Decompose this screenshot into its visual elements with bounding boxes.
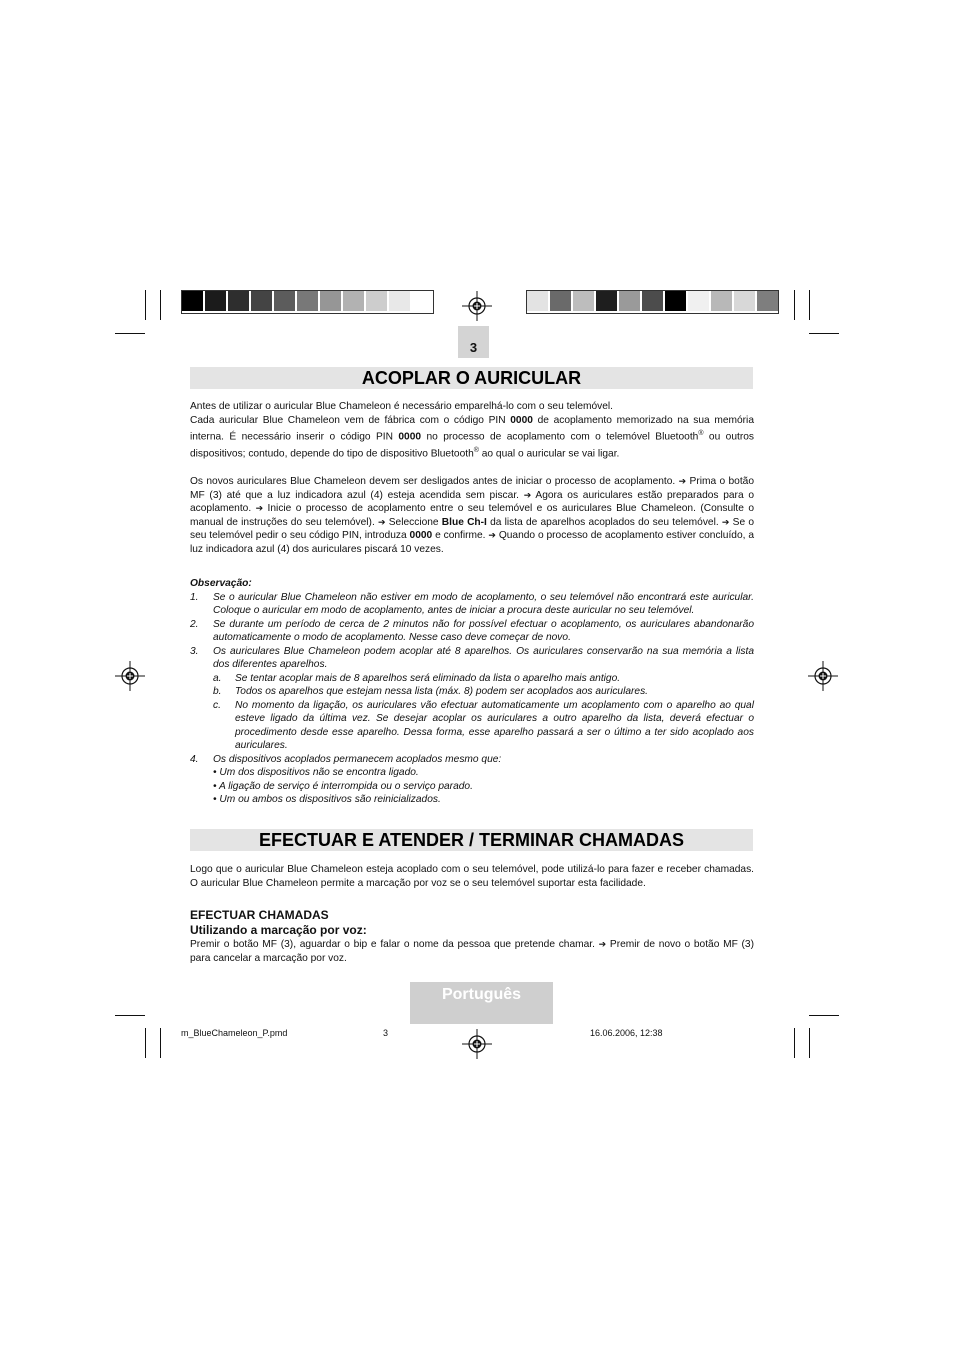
subnote-item: b. Todos os aparelhos que estejam nessa lista (máx. 8) podem ser acoplados aos auriculares.: [213, 686, 649, 697]
color-swatch: [274, 291, 297, 311]
page-number: 3: [458, 326, 489, 358]
note-item: 1. Se o auricular Blue Chameleon não estiver em modo de acoplamento, o seu telemóvel não encontrará este auricular. Coloque o auricular em modo de acoplamento, antes de iniciar a procura deste auricular no seu telemóvel.: [190, 591, 754, 616]
color-swatch: [734, 291, 757, 311]
subheading-voice-dial: Utilizando a marcação por voz:: [190, 923, 367, 937]
pairing-pin-paragraph: Cada auricular Blue Chameleon vem de fábrica com o código PIN 0000 de acoplamento memorizado na sua memória interna. É necessário inserir o código PIN 0000 no processo de acoplamento com o telemóvel Bluetooth® ou outros dispositivos; contudo, depende do tipo de dispositivo Bluetooth® ao qual o auricular se vai ligar.: [190, 414, 754, 460]
note-item: 2. Se durante um período de cerca de 2 minutos não for possível efectuar o acoplamento, os auriculares abandonarão automaticamente o modo de acoplamento. Nesse caso deve começar de novo.: [190, 618, 754, 643]
arrow-icon: ➔: [255, 503, 264, 513]
left-color-bar: [181, 290, 434, 314]
right-color-bar: [526, 290, 779, 314]
pairing-intro-line: Antes de utilizar o auricular Blue Chameleon é necessário emparelhá-lo com o seu telemóvel.: [190, 401, 614, 412]
registration-mark-icon: [462, 1029, 492, 1059]
color-swatch: [251, 291, 274, 311]
subheading-make-calls: EFECTUAR CHAMADAS: [190, 908, 329, 922]
color-swatch: [182, 291, 205, 311]
footer-datetime: 16.06.2006, 12:38: [590, 1028, 663, 1038]
registration-mark-icon: [462, 291, 492, 321]
footer-page: 3: [383, 1028, 389, 1038]
notes-block: [190, 577, 754, 807]
arrow-icon: ➔: [488, 530, 496, 540]
color-swatch: [642, 291, 665, 311]
color-swatch: [297, 291, 320, 311]
subnote-item: c. No momento da ligação, os auriculares vão efectuar automaticamente um acoplamento com o aparelho ao qual esteve ligado da última vez. Se desejar acoplar os auriculares a outro aparelho da lista, deverá efectuar o procedimento desde esse aparelho. Dessa forma, esse aparelho passará a ser o último a ter sido acoplado aos auriculares.: [213, 699, 754, 751]
color-swatch: [366, 291, 389, 311]
color-swatch: [688, 291, 711, 311]
color-swatch: [757, 291, 778, 311]
registration-mark-icon: [808, 661, 838, 691]
calls-intro: Logo que o auricular Blue Chameleon esteja acoplado com o seu telemóvel, pode utilizá-lo para fazer e receber chamadas. O auricular Blue Chameleon permite a marcação por voz se o seu telemóvel suportar esta facilidade.: [190, 864, 754, 889]
color-swatch: [665, 291, 688, 311]
bullet-item: • Um ou ambos os dispositivos são reinicializados.: [213, 794, 441, 805]
note-item: 3. Os auriculares Blue Chameleon podem acoplar até 8 aparelhos. Os auriculares conservarão na sua memória a lista dos diferentes aparelhos. a. Se tentar acoplar mais de 8 aparelhos será eliminado da lista o aparelho mais antigo. b. Todos os aparelhos que estejam nessa lista (máx. 8) podem ser acoplados aos auriculares. c. No momento da ligação, os auriculares vão efectuar automaticamente um acoplamento com o aparelho ao qual esteve ligado da última vez. Se desejar acoplar os auriculares a outro aparelho da lista, deverá efectuar o procedimento desde esse aparelho. Dessa forma, esse aparelho passará a ser o último a ter sido acoplado aos auriculares.: [190, 645, 754, 751]
color-swatch: [619, 291, 642, 311]
color-swatch: [343, 291, 366, 311]
registration-mark-icon: [115, 661, 145, 691]
color-swatch: [228, 291, 251, 311]
voice-dial-instructions: Premir o botão MF (3), aguardar o bip e falar o nome da pessoa que pretende chamar. ➔ Premir de novo o botão MF (3) para cancelar a marcação por voz.: [190, 939, 754, 964]
color-swatch: [205, 291, 228, 311]
notes-title: Observação:: [190, 578, 252, 589]
color-swatch: [412, 291, 433, 311]
color-swatch: [711, 291, 734, 311]
pairing-intro: [190, 400, 754, 461]
bullet-item: • A ligação de serviço é interrompida ou o serviço parado.: [213, 780, 473, 792]
color-swatch: [596, 291, 619, 311]
pairing-steps: Os novos auriculares Blue Chameleon devem ser desligados antes de iniciar o processo de acoplamento. ➔ Prima o botão MF (3) até que a luz indicadora azul (4) esteja acendida sem piscar. ➔ Agora os auriculares estão preparados para o acoplamento. ➔ Inicie o processo de acoplamento entre o seu telemóvel e os auriculares Blue Chameleon. (Consulte o manual de instruções do seu telemóvel). ➔ Seleccione Blue Ch-I da lista de aparelhos acoplados do seu telemóvel. ➔ Se o seu telemóvel pedir o seu código PIN, introduza 0000 e confirme. ➔ Quando o processo de acoplamento estiver concluído, a luz indicadora azul (4) dos auriculares piscará 10 vezes.: [190, 476, 754, 555]
subnote-item: a. Se tentar acoplar mais de 8 aparelhos será eliminado da lista o aparelho mais antigo.: [213, 672, 621, 684]
arrow-icon: ➔: [721, 516, 730, 527]
bullet-item: • Um dos dispositivos não se encontra ligado.: [213, 767, 419, 778]
arrow-icon: ➔: [678, 476, 687, 486]
color-swatch: [389, 291, 412, 311]
color-swatch: [573, 291, 596, 311]
color-swatch: [320, 291, 343, 311]
color-swatch: [527, 291, 550, 311]
section-title-calls: EFECTUAR E ATENDER / TERMINAR CHAMADAS: [190, 829, 753, 851]
arrow-icon: ➔: [378, 516, 386, 527]
section-title-pairing: ACOPLAR O AURICULAR: [190, 367, 753, 389]
footer-filename: m_BlueChameleon_P.pmd: [181, 1028, 288, 1038]
arrow-icon: ➔: [523, 489, 532, 500]
arrow-icon: ➔: [598, 939, 607, 949]
note-item: 4. Os dispositivos acoplados permanecem acoplados mesmo que: • Um dos dispositivos não se encontra ligado. • A ligação de serviço é interrompida ou o serviço parado. • Um ou ambos os dispositivos são reinicializados.: [190, 753, 754, 807]
color-swatch: [550, 291, 573, 311]
language-tab: Português: [410, 982, 553, 1024]
